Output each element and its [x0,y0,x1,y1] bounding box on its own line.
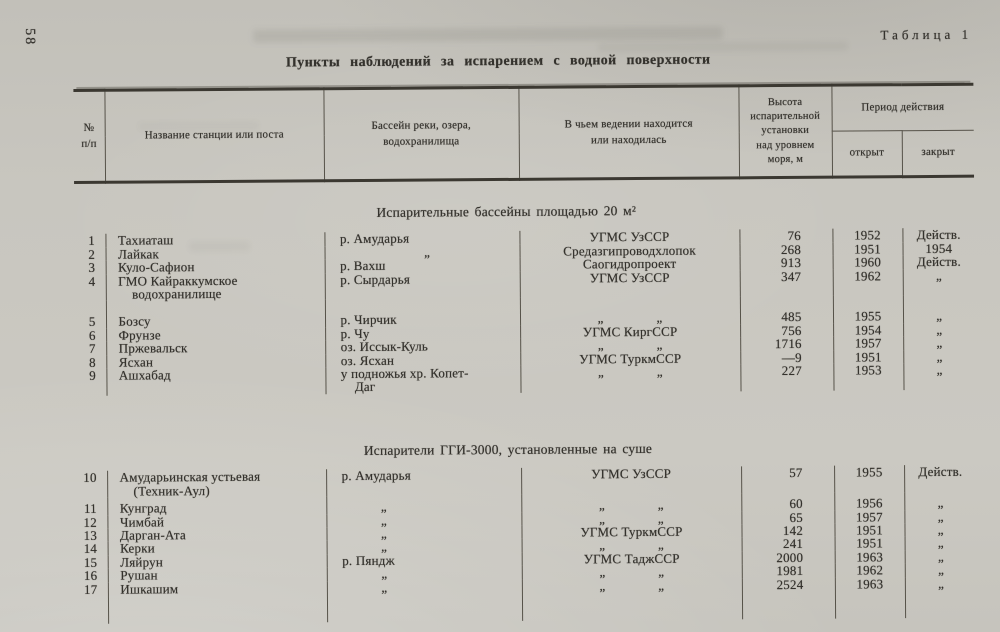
cell-height: 268 [739,242,832,256]
cell-closed: „ [903,349,975,363]
cell-number: 15 [83,554,98,570]
cell-opened: 1955 [833,296,903,324]
cell-station: Кунград [107,496,326,515]
cell-opened: 1955 [834,465,904,492]
cell-number: 5 [88,314,96,330]
cell-closed: „ [905,536,977,550]
cell-opened: 1956 [834,492,904,510]
cell-number: 6 [88,327,96,343]
cell-owner: УГМС ТуркмССР [521,524,741,539]
col-header-number: № п/п [81,121,97,150]
cell-number: 10 [83,470,97,486]
cell-owner: Средазгипроводхлопок [520,243,740,258]
cell-station: Керки [108,541,327,556]
cell-basin: р. Амударья [326,468,521,496]
cell-height: —9 [740,350,833,364]
cell-basin: оз. Иссык-Куль [325,339,520,354]
section-heading-text: Испарители ГГИ-3000, установленные на суше [363,440,653,458]
cell-basin: „ [287,580,482,623]
cell-number: 12 [83,514,97,530]
cell-basin: р. Сырдарья [325,271,520,299]
cell-closed: „ [905,576,977,618]
cell-closed: „ [903,268,975,295]
cell-station: Ишкашим [108,581,327,624]
section-heading [74,176,974,234]
cell-station: Амударьинская устьевая (Техник-Аул) [107,469,326,497]
cell-opened: 1960 [833,255,903,269]
cell-height: 227 [740,364,833,391]
col-header-opened: открыт [832,131,902,177]
cell-height: 2524 [742,577,835,619]
cell-number: 4 [88,273,96,289]
cell-opened: 1957 [834,510,904,524]
cell-number: 14 [83,541,98,557]
cell-number: 2 [88,246,96,262]
cell-closed: „ [904,523,976,537]
cell-number: 17 [83,581,98,597]
cell-opened: 1953 [833,363,903,390]
cell-station: Дарган-Ата [107,527,326,542]
cell-owner: УГМС КиргССР [520,324,740,339]
cell-basin: р. Чирчик [325,298,520,327]
cell-height: 1981 [742,564,835,578]
cell-owner: „ „ [520,297,740,326]
cell-height: 2000 [742,550,835,564]
cell-height: 1716 [740,337,833,351]
cell-height: 142 [741,524,834,538]
cell-station: Ляйрун [108,554,327,569]
cell-owner: „ „ [522,538,742,553]
cell-owner: „ „ [520,364,740,392]
cell-basin: „ [286,526,481,541]
cell-basin: „ [287,566,482,581]
cell-number: 13 [83,527,98,543]
bleedthrough-artifact [598,42,848,53]
cell-basin: оз. Ясхан [325,353,520,368]
cell-owner: УГМС ТаджССР [522,551,742,566]
cell-opened: 1951 [833,350,903,364]
cell-owner: „ „ [521,511,741,526]
cell-basin: р. Амударья [324,231,519,246]
cell-opened: 1963 [835,577,905,619]
cell-height: 756 [740,324,833,338]
cell-opened: 1963 [835,550,905,564]
cell-height: 913 [740,256,833,270]
cell-height: 485 [740,296,833,324]
col-header-basin: Бассейн реки, озера, водохранилища [323,87,519,180]
cell-number: 11 [83,500,97,517]
cell-closed: „ [903,363,975,390]
cell-owner: УГМС УзССР [519,230,739,245]
cell-owner: „ „ [522,578,742,621]
cell-number: 3 [88,260,96,276]
cell-station: Куло-Сафион [106,259,325,274]
cell-owner: УГМС ТуркмССР [520,351,740,366]
table-row [77,576,977,624]
cell-height: 347 [740,269,833,296]
cell-basin: р. Вахш [325,258,520,273]
cell-owner: „ „ [522,564,742,579]
cell-basin: „ [330,245,525,260]
cell-closed: Действ. [903,255,975,269]
cell-height: 60 [741,493,834,511]
cell-closed: „ [905,563,977,577]
cell-owner: УГМС УзССР [521,467,741,495]
cell-closed: Действ. [902,228,974,242]
cell-closed: „ [904,509,976,523]
page-number: 58 [21,28,38,47]
section-heading [76,390,977,472]
cell-height: 65 [741,510,834,524]
cell-number: 9 [89,367,96,383]
cell-height: 241 [742,537,835,551]
cell-owner: „ „ [520,338,740,353]
cell-basin: у подножья хр. Копет- Даг [325,366,520,394]
cell-number: 7 [88,341,96,357]
cell-owner: Саогидропроект [520,257,740,272]
col-header-owner: В чьем ведении находится или находилась [518,86,739,180]
cell-station: Чимбай [107,514,326,529]
bleedthrough-artifact [253,26,723,42]
cell-opened: 1954 [833,323,903,337]
cell-station: Пржевальск [106,340,325,355]
cell-basin: „ [287,539,482,554]
cell-basin: „ [286,513,481,528]
col-header-station: Название станции или поста [104,89,324,183]
cell-opened: 1957 [833,336,903,350]
col-header-period: Период действия [831,84,973,131]
cell-station: Тахиаташ [105,233,324,248]
cell-station: Бозсу [106,300,325,329]
cell-height: 57 [741,466,834,493]
col-header-closed: закрыт [902,130,974,177]
cell-height: 76 [739,229,832,243]
cell-number: 16 [83,567,98,584]
table-title: Пункты наблюдений за испарением с водной поверхности [285,52,711,71]
cell-opened: 1951 [834,523,904,537]
cell-opened: 1951 [832,242,902,256]
cell-owner: УГМС УзССР [520,270,740,298]
cell-opened: 1962 [833,269,903,296]
cell-station: Лайкак [106,246,325,261]
cell-opened: 1962 [835,563,905,577]
cell-owner: „ „ [521,493,741,512]
cell-station: Ясхан [106,354,325,369]
cell-station: Ашхабад [106,367,325,395]
cell-basin: „ [286,495,481,514]
table-label: Таблица 1 [880,26,973,43]
cell-number: 1 [88,233,96,249]
cell-station: Фрунзе [106,327,325,342]
cell-closed: „ [903,323,975,337]
cell-station: ГМО Кайраккумское водохранилище [106,273,325,301]
cell-number: 8 [89,354,96,370]
table-header [73,84,974,182]
cell-basin: р. Чу [325,326,520,341]
cell-opened: 1952 [832,229,902,243]
section-heading-text: Испарительные бассейны площадью 20 м² [376,203,637,220]
cell-basin: р. Пяндж [327,553,522,568]
cell-opened: 1951 [835,536,905,550]
observation-table [73,83,977,624]
col-header-height: Высота испарительной установки над уровнем моря, м [738,85,832,178]
cell-closed: „ [905,549,977,563]
cell-closed: Действ. [904,465,976,492]
cell-closed: 1954 [902,241,974,255]
cell-closed: „ [903,336,975,350]
cell-station: Рушан [108,567,327,582]
cell-closed: „ [903,295,975,323]
cell-closed: „ [904,492,976,510]
